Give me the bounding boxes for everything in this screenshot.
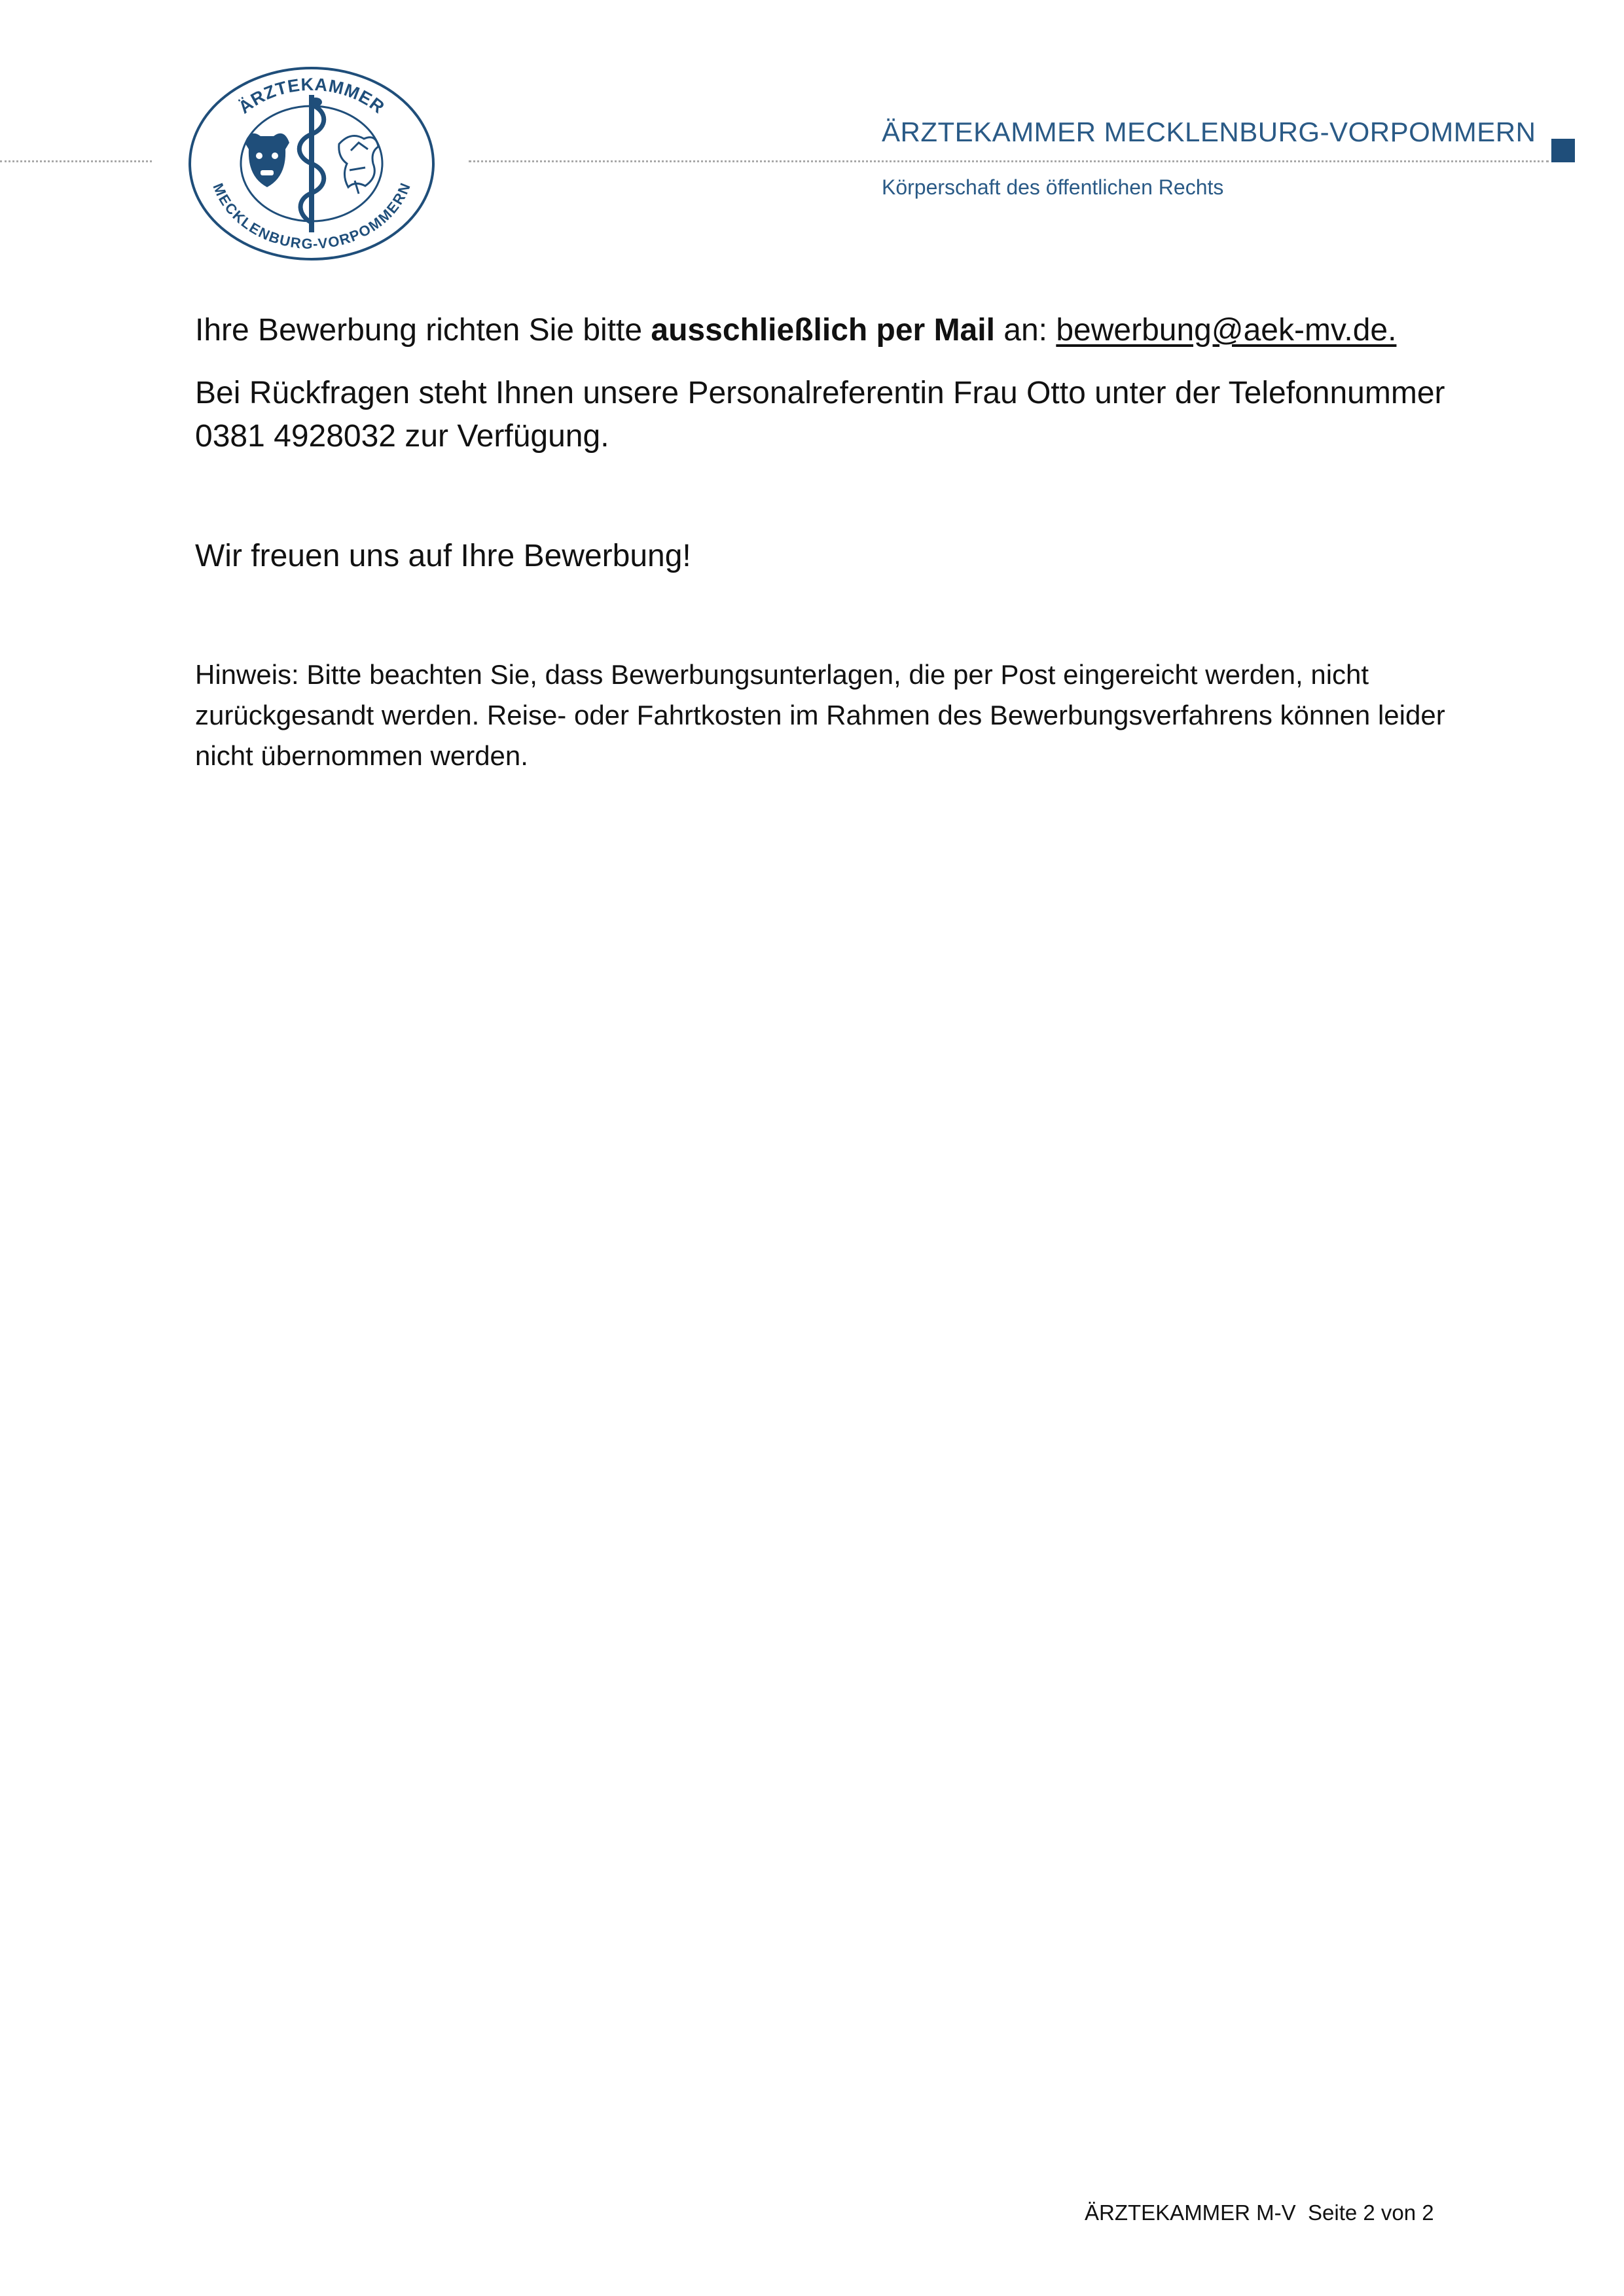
seal-top-text: ÄRZTEKAMMER bbox=[234, 74, 389, 118]
application-instruction bbox=[195, 312, 1396, 348]
footer-org: ÄRZTEKAMMER M-V bbox=[1085, 2200, 1296, 2225]
closing-line: Wir freuen uns auf Ihre Bewerbung! bbox=[195, 539, 691, 573]
instruction-prefix: Ihre Bewerbung richten Sie bitte bbox=[195, 313, 651, 348]
instruction-emphasis: ausschließlich per Mail bbox=[651, 313, 995, 348]
notice-paragraph: Hinweis: Bitte beachten Sie, dass Bewerbungsunterlagen, die per Post eingereicht werden, nicht zurückgesandt werden. Reise- oder Fahrtkosten im Rahmen des Bewerbungsverfahrens können leider nicht übernommen werden. bbox=[195, 659, 1445, 771]
seal-bottom-text: MECKLENBURG-VORPOMMERN bbox=[209, 181, 414, 253]
page-number: Seite 2 von 2 bbox=[1308, 2200, 1434, 2225]
chamber-seal-logo bbox=[187, 65, 436, 262]
header-rule-right bbox=[469, 160, 1549, 162]
org-name: ÄRZTEKAMMER MECKLENBURG-VORPOMMERN bbox=[882, 117, 1536, 147]
griffin-icon bbox=[339, 136, 378, 194]
bull-head-icon bbox=[245, 134, 289, 187]
application-email-link[interactable]: bewerbung@aek-mv.de. bbox=[1056, 313, 1397, 348]
page-footer bbox=[1085, 2200, 1434, 2225]
accent-square bbox=[1551, 139, 1575, 162]
contact-paragraph: Bei Rückfragen steht Ihnen unsere Personalreferentin Frau Otto unter der Telefonnummer 0381 4928032 zur Verfügung. bbox=[195, 376, 1445, 454]
instruction-middle: an: bbox=[994, 313, 1056, 348]
header-rule-left bbox=[0, 160, 152, 162]
org-subtitle: Körperschaft des öffentlichen Rechts bbox=[882, 175, 1224, 199]
aesculapian-staff-icon bbox=[299, 95, 324, 232]
